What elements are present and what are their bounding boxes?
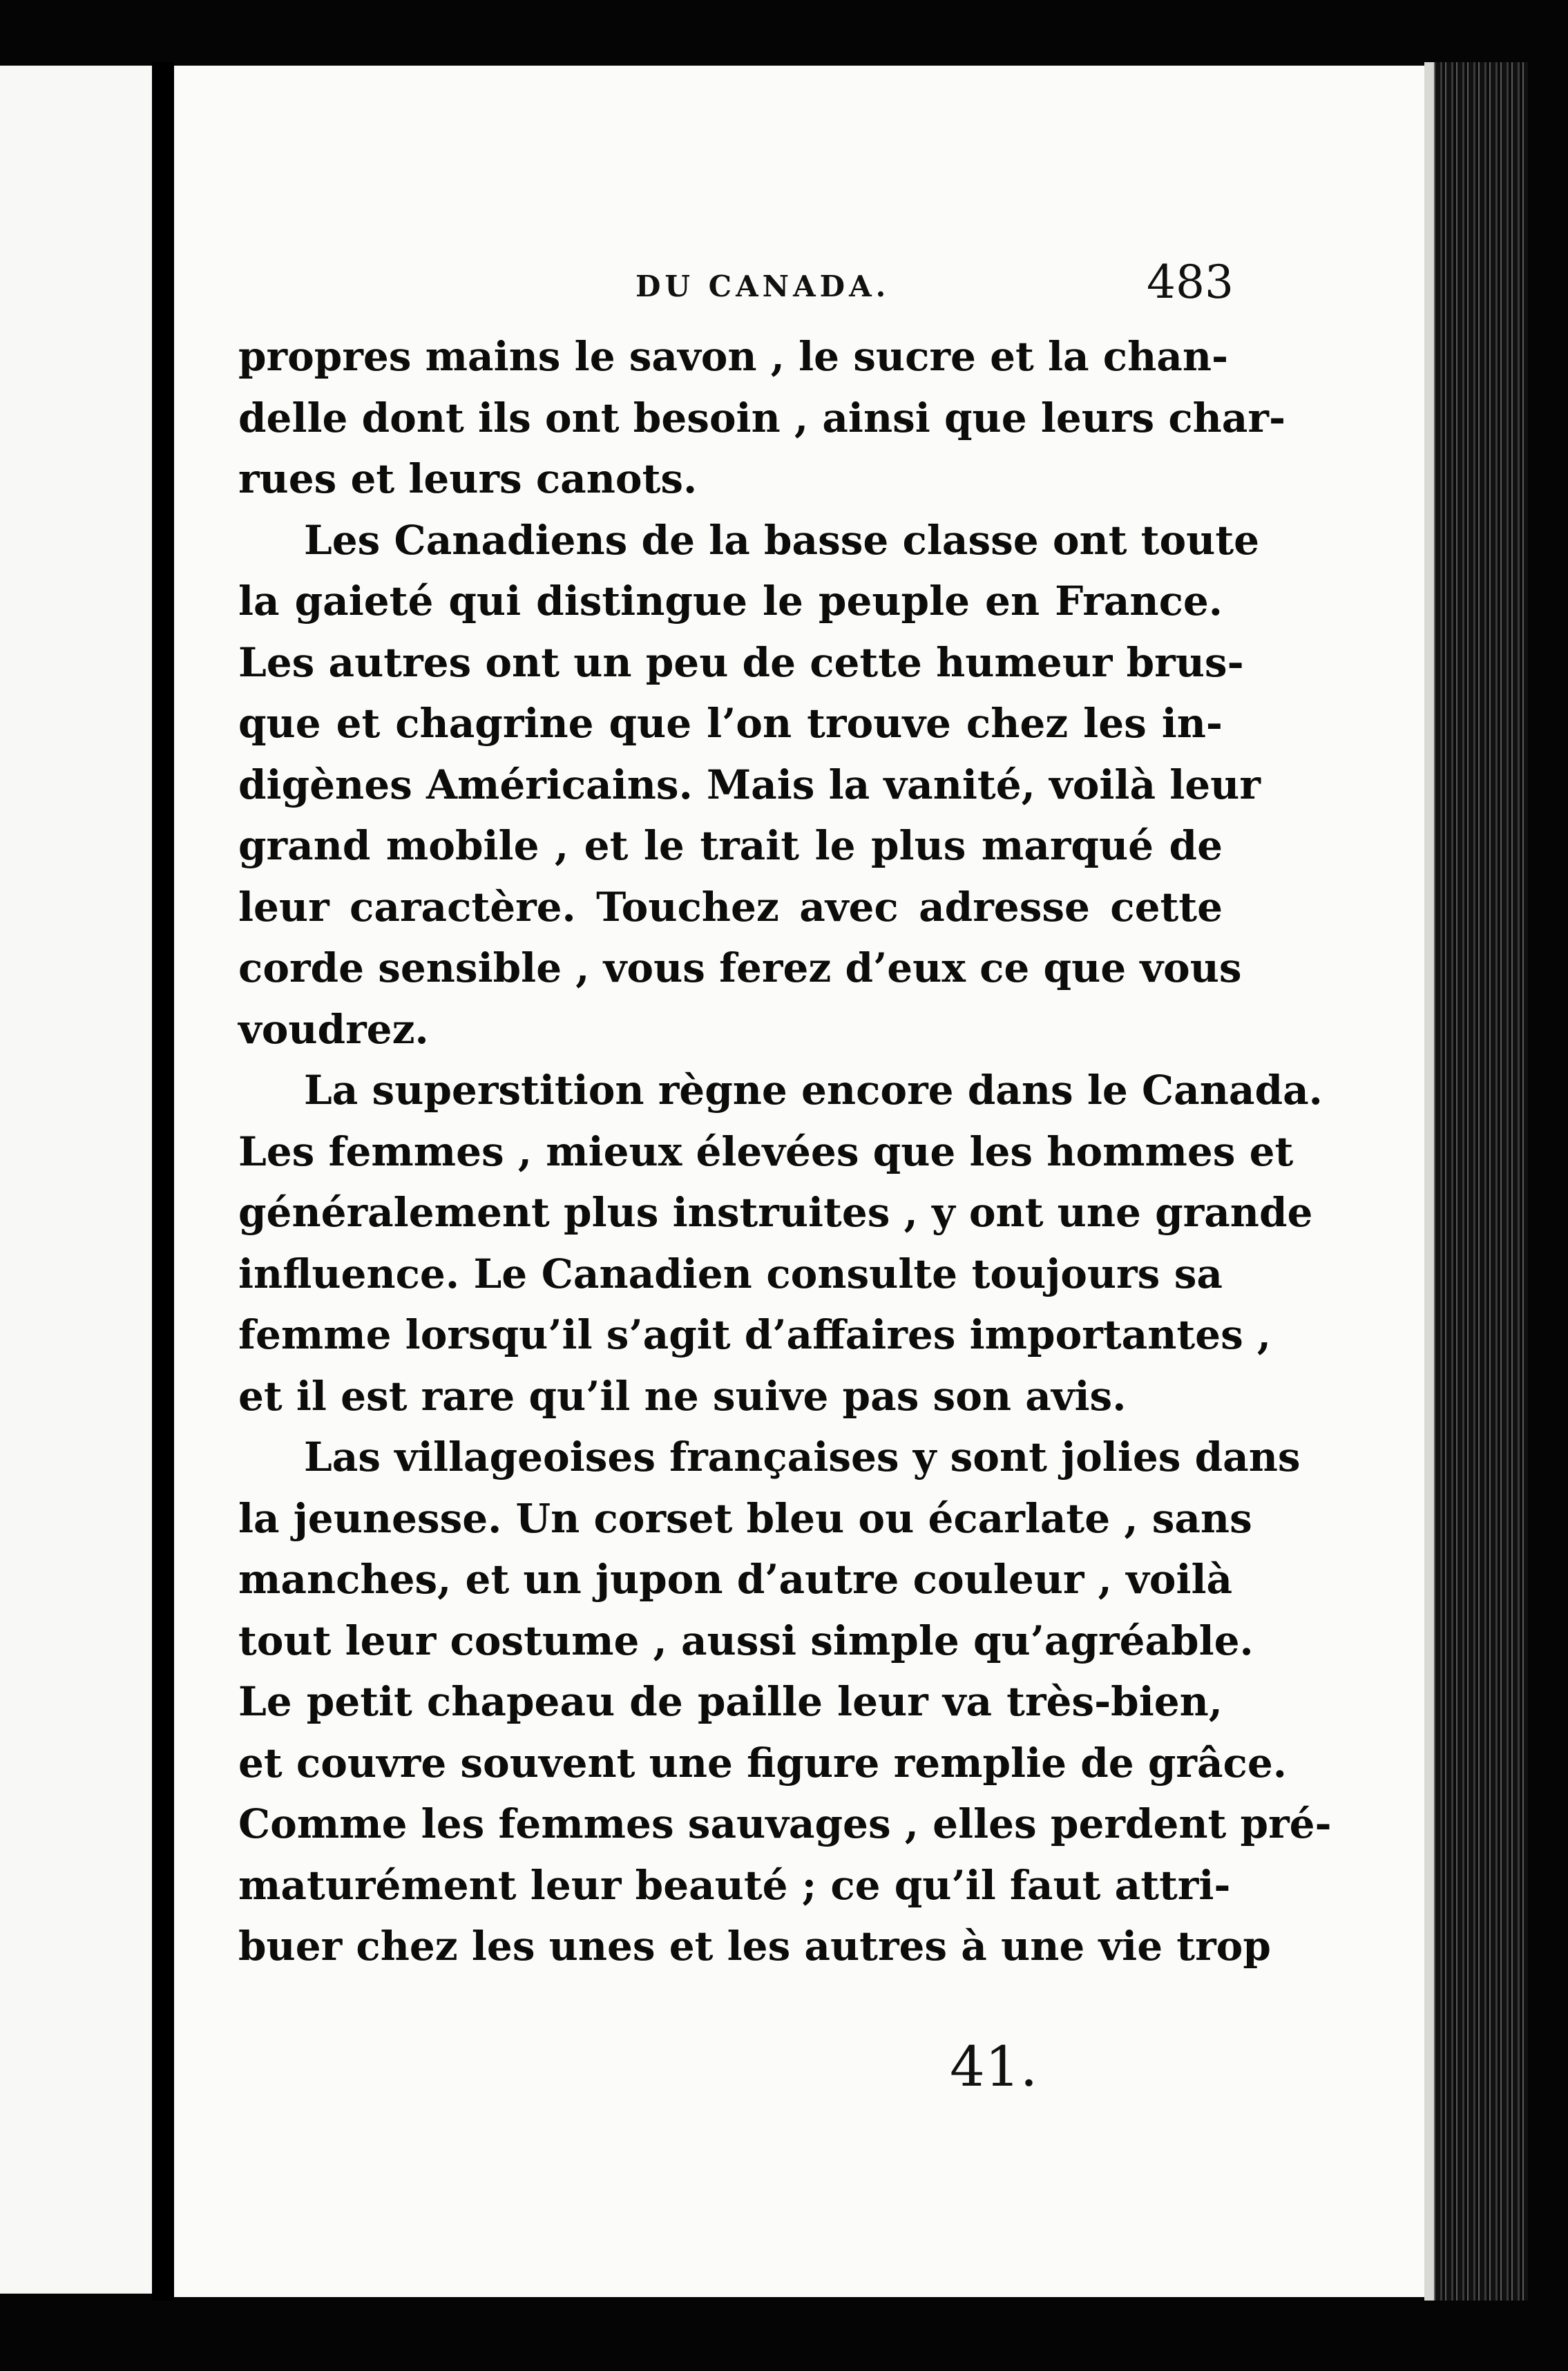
text-line: influence. Le Canadien consulte toujours sa xyxy=(238,1250,1223,1297)
text-line: et il est rare qu’il ne suive pas son avis. xyxy=(238,1372,1127,1420)
text-line: et couvre souvent une figure remplie de grâce. xyxy=(238,1739,1287,1787)
text-line: tout leur costume , aussi simple qu’agréable. xyxy=(238,1617,1254,1664)
page-edges xyxy=(1424,62,1528,2301)
text-line: la gaieté qui distingue le peuple en France. xyxy=(238,578,1223,625)
text-line: Comme les femmes sauvages , elles perdent pré- xyxy=(238,1800,1332,1847)
page-edge-highlight xyxy=(1424,62,1434,2301)
text-line: buer chez les unes et les autres à une vie trop xyxy=(238,1923,1271,1970)
text-line: Le petit chapeau de paille leur va très-bien, xyxy=(238,1678,1223,1725)
running-head: DU CANADA. xyxy=(635,269,890,303)
text-line: manches, et un jupon d’autre couleur , voilà xyxy=(238,1556,1233,1603)
text-line: généralement plus instruites , y ont une grande xyxy=(238,1189,1313,1236)
text-line: maturément leur beauté ; ce qu’il faut attri- xyxy=(238,1861,1231,1909)
text-line: digènes Américains. Mais la vanité, voilà leur xyxy=(238,761,1261,808)
text-line: grand mobile , et le trait le plus marqué de xyxy=(238,822,1223,869)
text-line: corde sensible , vous ferez d’eux ce que vous xyxy=(238,944,1242,991)
text-line: femme lorsqu’il s’agit d’affaires importantes , xyxy=(238,1311,1272,1358)
text-line: voudrez. xyxy=(238,1005,429,1053)
page-header xyxy=(635,256,1568,325)
text-line: rues et leurs canots. xyxy=(238,455,698,502)
text-line: Les autres ont un peu de cette humeur brus- xyxy=(238,638,1244,686)
text-line: propres mains le savon , le sucre et la chan- xyxy=(238,333,1229,380)
text-line: Les femmes , mieux élevées que les hommes et xyxy=(238,1127,1294,1175)
body-text xyxy=(238,326,1332,1977)
text-line: Les Canadiens de la basse classe ont toute xyxy=(304,516,1260,564)
text-line: que et chagrine que l’on trouve chez les in- xyxy=(238,700,1223,747)
left-page-margin xyxy=(0,66,152,2294)
text-line: La superstition règne encore dans le Canada. xyxy=(304,1067,1323,1114)
signature-mark: 41. xyxy=(950,2035,1038,2099)
book-gutter xyxy=(152,62,174,2301)
text-line: Las villageoises françaises y sont jolies dans xyxy=(304,1434,1301,1480)
text-line: la jeunesse. Un corset bleu ou écarlate , sans xyxy=(238,1494,1252,1542)
text-line: delle dont ils ont besoin , ainsi que leurs char- xyxy=(238,394,1286,441)
page-number: 483 xyxy=(1147,256,1234,309)
text-line: leur caractère. Touchez avec adresse cette xyxy=(238,883,1223,931)
